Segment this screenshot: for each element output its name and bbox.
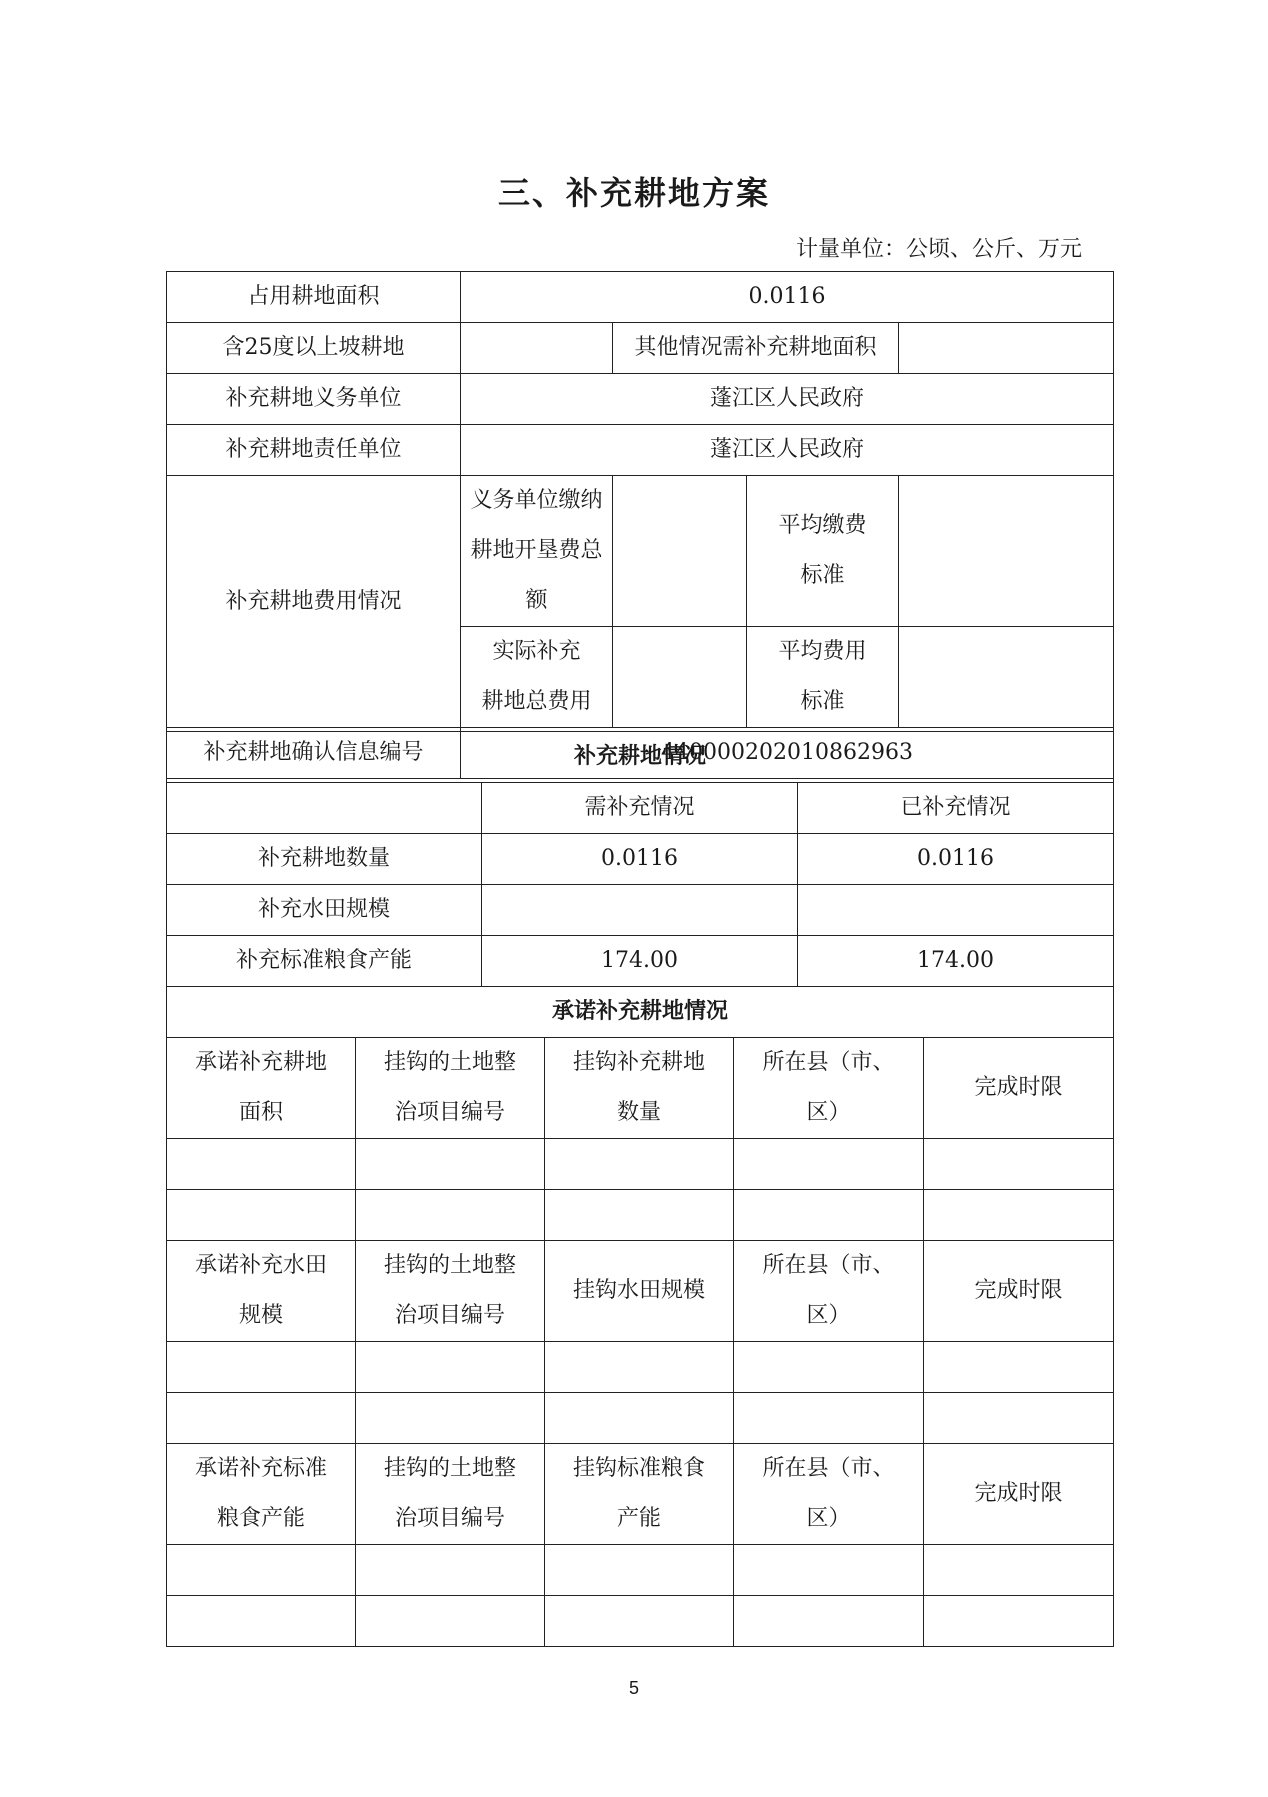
table-row: [167, 1545, 1114, 1596]
empty-cell: [924, 1342, 1114, 1393]
county-header: [734, 1038, 924, 1139]
cost-avg-fee-value: [899, 476, 1114, 627]
cost-avg-cost-label: [747, 627, 899, 728]
cost-total-value: [613, 476, 747, 627]
empty-cell: [356, 1190, 545, 1241]
cost-actual-label-line2: 耕地总费用: [481, 689, 592, 714]
header-line: 挂钩标准粮食: [572, 1456, 705, 1481]
empty-cell: [167, 1393, 356, 1444]
project-code-header: [356, 1241, 545, 1342]
cost-total-label-line1: 义务单位缴纳: [470, 488, 603, 513]
empty-cell: [167, 1545, 356, 1596]
project-code-header: [356, 1038, 545, 1139]
table-row: [167, 783, 1114, 834]
other-label: 其他情况需补充耕地面积: [613, 323, 899, 374]
cost-actual-value: [613, 627, 747, 728]
header-line: 承诺补充水田: [194, 1253, 327, 1278]
table-row: [167, 936, 1114, 987]
responsible-label: 补充耕地责任单位: [167, 425, 461, 476]
header-line: 挂钩的土地整: [383, 1253, 516, 1278]
header-line: 挂钩的土地整: [383, 1050, 516, 1075]
header-line: 区）: [806, 1100, 851, 1125]
situation-corner-cell: [167, 783, 482, 834]
empty-cell: [924, 1393, 1114, 1444]
deadline-header: 完成时限: [924, 1038, 1114, 1139]
empty-cell: [167, 1596, 356, 1647]
cost-avg-cost-value: [899, 627, 1114, 728]
empty-cell: [356, 1342, 545, 1393]
item-done: [798, 885, 1114, 936]
project-code-header: [356, 1444, 545, 1545]
empty-cell: [734, 1545, 924, 1596]
empty-cell: [545, 1139, 734, 1190]
header-line: 承诺补充耕地: [194, 1050, 327, 1075]
table-row: [167, 1190, 1114, 1241]
empty-cell: [167, 1342, 356, 1393]
empty-cell: [924, 1139, 1114, 1190]
promise-header: 承诺补充耕地情况: [167, 987, 1114, 1038]
occupied-value: 0.0116: [461, 272, 1114, 323]
table-row: [167, 1342, 1114, 1393]
confirm-value: 440000202010862963: [461, 728, 1114, 779]
header-line: 区）: [806, 1506, 851, 1531]
linked-paddy-header: 挂钩水田规模: [545, 1241, 734, 1342]
table-row: [167, 987, 1114, 1038]
county-header: [734, 1241, 924, 1342]
header-line: 承诺补充标准: [194, 1456, 327, 1481]
item-done: 0.0116: [798, 834, 1114, 885]
header-line: 所在县（市、: [762, 1253, 895, 1278]
table-row: [167, 1139, 1114, 1190]
promise-paddy-header: [167, 1241, 356, 1342]
header-line: 挂钩补充耕地: [572, 1050, 705, 1075]
table-row: [167, 476, 1114, 627]
empty-cell: [924, 1545, 1114, 1596]
col-need-header: 需补充情况: [482, 783, 798, 834]
empty-cell: [545, 1342, 734, 1393]
cost-actual-label: [461, 627, 613, 728]
empty-cell: [734, 1393, 924, 1444]
table-row: [167, 834, 1114, 885]
table-row: [167, 1038, 1114, 1139]
table-row: [167, 374, 1114, 425]
linked-amount-header: [545, 1038, 734, 1139]
header-line: 规模: [238, 1303, 283, 1328]
deadline-header: 完成时限: [924, 1241, 1114, 1342]
header-line: 所在县（市、: [762, 1456, 895, 1481]
empty-cell: [545, 1393, 734, 1444]
cost-avg-cost-label-line1: 平均费用: [778, 639, 867, 664]
item-label: 补充水田规模: [167, 885, 482, 936]
empty-cell: [545, 1596, 734, 1647]
deadline-header: 完成时限: [924, 1444, 1114, 1545]
cost-avg-cost-label-line2: 标准: [800, 689, 845, 714]
promise-table: [166, 986, 1114, 1647]
header-line: 治项目编号: [394, 1506, 505, 1531]
empty-cell: [924, 1596, 1114, 1647]
table-row: [167, 1596, 1114, 1647]
cost-avg-fee-label-line1: 平均缴费: [778, 513, 867, 538]
table-row: [167, 425, 1114, 476]
county-header: [734, 1444, 924, 1545]
empty-cell: [167, 1190, 356, 1241]
empty-cell: [356, 1596, 545, 1647]
header-line: 产能: [616, 1506, 661, 1531]
empty-cell: [356, 1393, 545, 1444]
obligation-label: 补充耕地义务单位: [167, 374, 461, 425]
cost-total-label: [461, 476, 613, 627]
header-line: 数量: [616, 1100, 661, 1125]
item-label: 补充耕地数量: [167, 834, 482, 885]
linked-grain-header: [545, 1444, 734, 1545]
page-number: 5: [628, 1678, 639, 1698]
unit-note: 计量单位：公顷、公斤、万元: [795, 237, 1082, 262]
header-line: 粮食产能: [216, 1506, 305, 1531]
promise-area-header: [167, 1038, 356, 1139]
item-need: 0.0116: [482, 834, 798, 885]
table-row: [167, 885, 1114, 936]
item-done: 174.00: [798, 936, 1114, 987]
table-row: [167, 732, 1114, 783]
header-line: 治项目编号: [394, 1303, 505, 1328]
situation-header: 补充耕地情况: [167, 732, 1114, 783]
page-title: 三、补充耕地方案: [497, 174, 770, 212]
other-value: [899, 323, 1114, 374]
col-done-header: 已补充情况: [798, 783, 1114, 834]
header-line: 面积: [238, 1100, 283, 1125]
item-need: 174.00: [482, 936, 798, 987]
table-row: [167, 272, 1114, 323]
empty-cell: [734, 1139, 924, 1190]
empty-cell: [734, 1190, 924, 1241]
table-row: [167, 1393, 1114, 1444]
header-line: 区）: [806, 1303, 851, 1328]
empty-cell: [167, 1139, 356, 1190]
empty-cell: [545, 1190, 734, 1241]
empty-cell: [734, 1342, 924, 1393]
item-need: [482, 885, 798, 936]
empty-cell: [356, 1545, 545, 1596]
header-line: 挂钩的土地整: [383, 1456, 516, 1481]
slope-value: [461, 323, 613, 374]
empty-cell: [734, 1596, 924, 1647]
confirm-label: 补充耕地确认信息编号: [167, 728, 461, 779]
cost-actual-label-line1: 实际补充: [492, 639, 581, 664]
table-row: [167, 323, 1114, 374]
slope-label: 含25度以上坡耕地: [167, 323, 461, 374]
promise-grain-header: [167, 1444, 356, 1545]
cost-total-label-line2: 耕地开垦费总额: [470, 538, 603, 613]
occupied-label: 占用耕地面积: [167, 272, 461, 323]
header-line: 治项目编号: [394, 1100, 505, 1125]
situation-table: [166, 731, 1114, 987]
empty-cell: [924, 1190, 1114, 1241]
empty-cell: [356, 1139, 545, 1190]
cost-label: 补充耕地费用情况: [167, 476, 461, 728]
table-row: [167, 1444, 1114, 1545]
responsible-value: 蓬江区人民政府: [461, 425, 1114, 476]
item-label: 补充标准粮食产能: [167, 936, 482, 987]
header-line: 所在县（市、: [762, 1050, 895, 1075]
summary-table: [166, 271, 1114, 779]
cost-avg-fee-label-line2: 标准: [800, 563, 845, 588]
obligation-value: 蓬江区人民政府: [461, 374, 1114, 425]
empty-cell: [545, 1545, 734, 1596]
cost-avg-fee-label: [747, 476, 899, 627]
table-row: [167, 1241, 1114, 1342]
